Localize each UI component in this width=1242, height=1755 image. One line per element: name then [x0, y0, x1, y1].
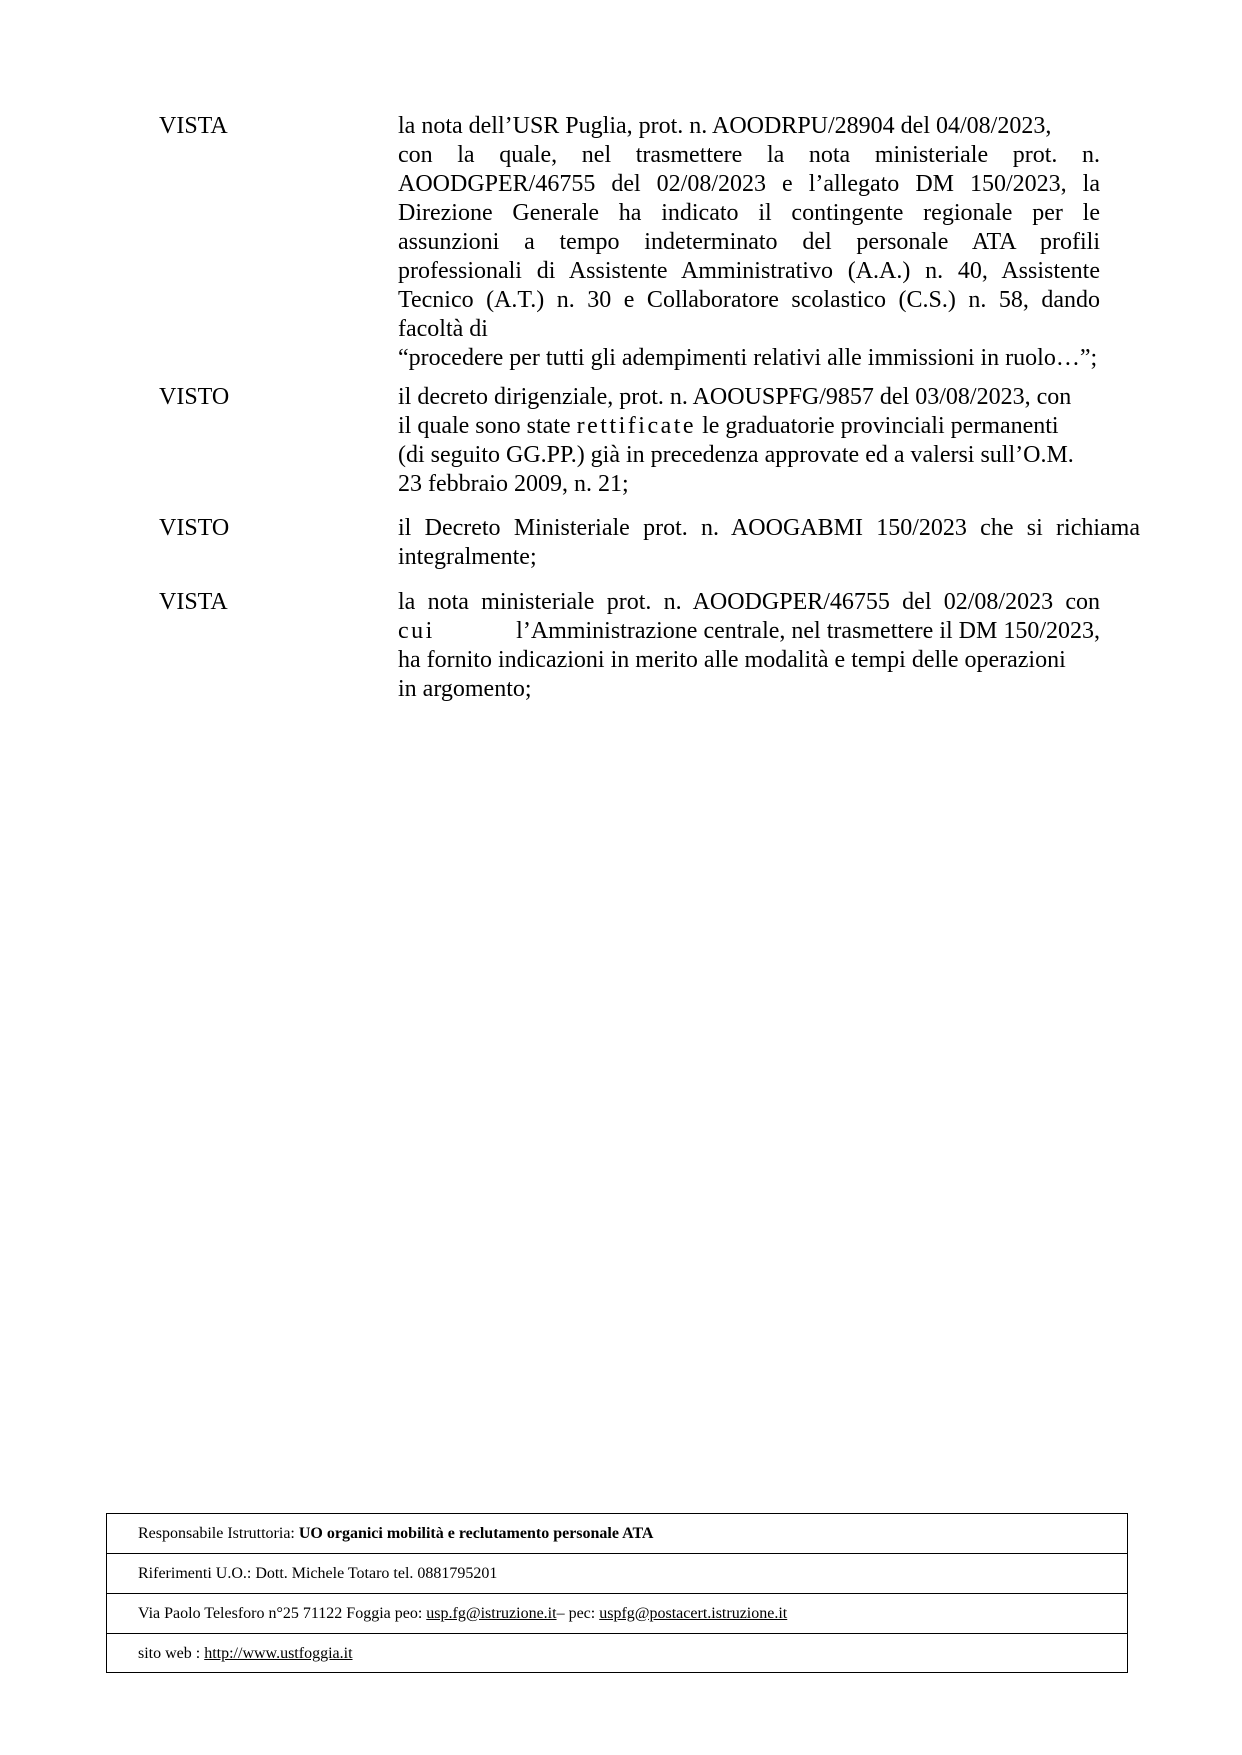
text-line: Tecnico (A.T.) n. 30 e Collaboratore scolastico (C.S.) n. 58, dando: [398, 287, 1100, 313]
spaced-word: cui: [398, 618, 435, 644]
clause-text: [398, 383, 1100, 499]
footer-row-responsabile: [107, 1514, 1127, 1554]
text-line: assunzioni a tempo indeterminato del personale ATA profili: [398, 229, 1100, 255]
address-text: Via Paolo Telesforo n°25 71122 Foggia peo:: [138, 1604, 423, 1622]
text-fragment: il quale sono state: [398, 413, 571, 439]
text-line: facoltà di: [398, 316, 488, 342]
text-line: in argomento;: [398, 676, 532, 702]
footer-contact-box: [106, 1513, 1128, 1673]
clause-keyword: VISTA: [159, 113, 228, 139]
text-line: professionali di Assistente Amministrativo (A.A.) n. 40, Assistente: [398, 258, 1100, 284]
website-label: sito web :: [138, 1645, 201, 1662]
text-line: il decreto dirigenziale, prot. n. AOOUSPFG/9857 del 03/08/2023, con: [398, 384, 1072, 410]
clause-text: [398, 514, 1140, 572]
website-link[interactable]: http://www.ustfoggia.it: [204, 1645, 353, 1662]
footer-row-website: [107, 1634, 1127, 1674]
clause-keyword: VISTO: [159, 384, 230, 410]
pec-email-link[interactable]: uspfg@postacert.istruzione.it: [599, 1604, 788, 1622]
text-line: (di seguito GG.PP.) già in precedenza approvate ed a valersi sull’O.M.: [398, 442, 1074, 468]
spaced-word: rettificate: [576, 413, 697, 439]
clause-keyword: VISTO: [159, 515, 230, 541]
text-line: “procedere per tutti gli adempimenti relativi alle immissioni in ruolo…”;: [398, 345, 1098, 371]
footer-row-address: [107, 1594, 1127, 1634]
text-line: il Decreto Ministeriale prot. n. AOOGABMI 150/2023 che si richiama: [398, 515, 1140, 541]
text-line: Direzione Generale ha indicato il contingente regionale per le: [398, 200, 1100, 226]
text-fragment: l’Amministrazione centrale, nel trasmettere il DM 150/2023,: [516, 618, 1100, 644]
clause-keyword: VISTA: [159, 589, 228, 615]
text-line: ha fornito indicazioni in merito alle modalità e tempi delle operazioni: [398, 647, 1066, 673]
text-line: [398, 617, 1100, 646]
responsabile-value: UO organici mobilità e reclutamento personale ATA: [298, 1524, 654, 1542]
clause-text: [398, 588, 1100, 704]
pec-label: – pec:: [556, 1604, 596, 1622]
text-line: AOODGPER/46755 del 02/08/2023 e l’allegato DM 150/2023, la: [398, 171, 1100, 197]
text-line: integralmente;: [398, 544, 537, 570]
text-line: con la quale, nel trasmettere la nota ministeriale prot. n.: [398, 142, 1100, 168]
text-line: 23 febbraio 2009, n. 21;: [398, 471, 629, 497]
text-line: [398, 412, 1100, 441]
responsabile-label: Responsabile Istruttoria:: [138, 1524, 295, 1542]
clause-text: [398, 112, 1100, 373]
riferimenti-text: Riferimenti U.O.: Dott. Michele Totaro tel. 0881795201: [138, 1564, 498, 1582]
text-line: la nota ministeriale prot. n. AOODGPER/46755 del 02/08/2023 con: [398, 589, 1100, 615]
text-line: la nota dell’USR Puglia, prot. n. AOODRPU/28904 del 04/08/2023,: [398, 113, 1052, 139]
footer-row-riferimenti: [107, 1554, 1127, 1594]
peo-email-link[interactable]: usp.fg@istruzione.it: [426, 1604, 557, 1622]
text-fragment: le graduatorie provinciali permanenti: [702, 413, 1059, 439]
